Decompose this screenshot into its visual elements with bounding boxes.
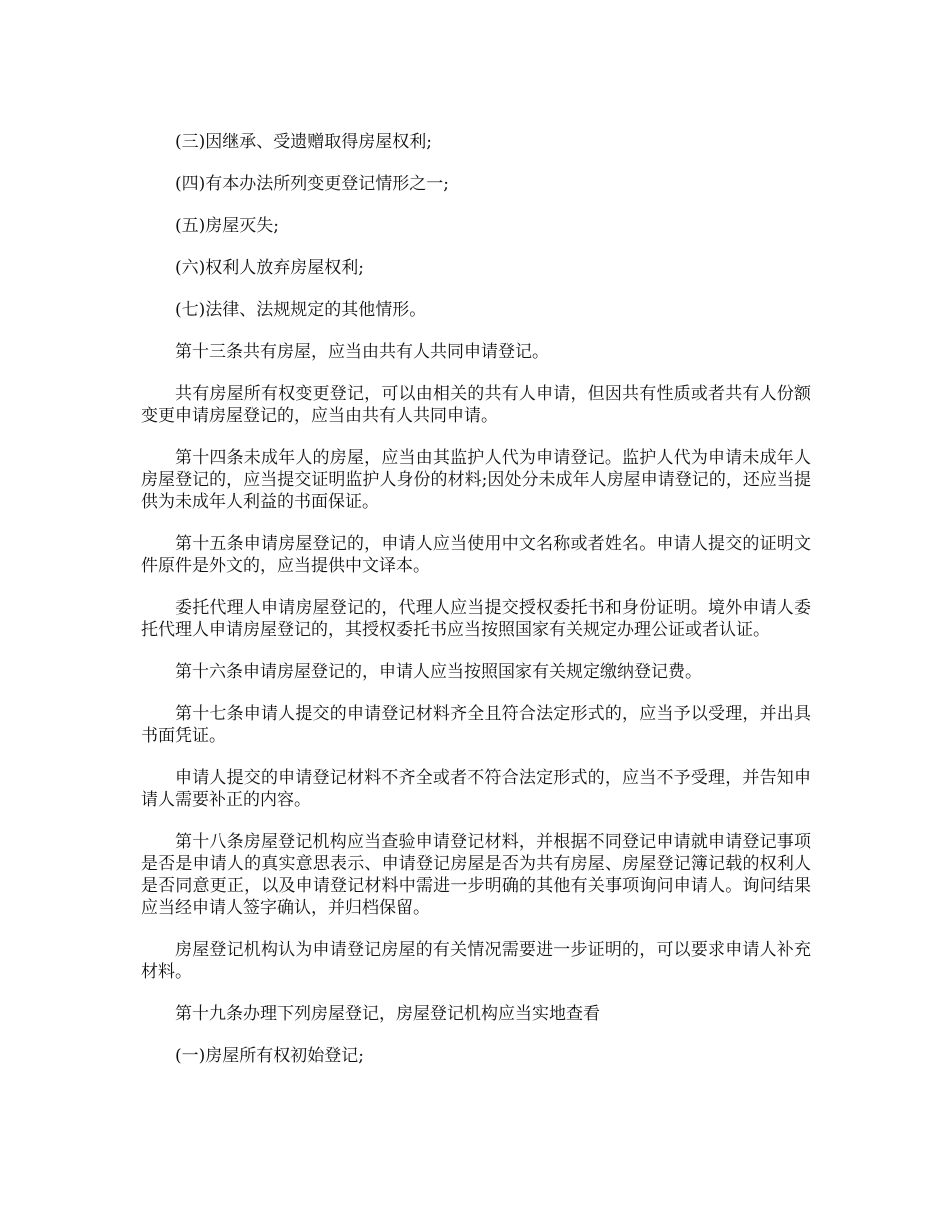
- article-15-paragraph: 第十五条申请房屋登记的，申请人应当使用中文名称或者姓名。申请人提交的证明文件原件是外文的，应当提供中文译本。: [141, 534, 811, 576]
- article-14-paragraph: 第十四条未成年人的房屋，应当由其监护人代为申请登记。监护人代为申请未成年人房屋登记的，应当提交证明监护人身份的材料;因处分未成年人房屋申请登记的，还应当提供为未成年人利益的书面保证。: [141, 448, 811, 512]
- document-body: [141, 131, 811, 1067]
- paragraph-item-6: (六)权利人放弃房屋权利;: [175, 258, 364, 278]
- article-17-paragraph: 第十七条申请人提交的申请登记材料齐全且符合法定形式的，应当予以受理，并出具书面凭证。: [141, 704, 811, 746]
- article-17-detail-paragraph: 申请人提交的申请登记材料不齐全或者不符合法定形式的，应当不予受理，并告知申请人需要补正的内容。: [141, 768, 811, 810]
- article-13-paragraph: 第十三条共有房屋，应当由共有人共同申请登记。: [175, 342, 549, 362]
- article-13-detail-paragraph: 共有房屋所有权变更登记，可以由相关的共有人申请，但因共有性质或者共有人份额变更申请房屋登记的，应当由共有人共同申请。: [141, 384, 811, 426]
- article-16-paragraph: 第十六条申请房屋登记的，申请人应当按照国家有关规定缴纳登记费。: [175, 662, 702, 682]
- paragraph-item-4: (四)有本办法所列变更登记情形之一;: [175, 174, 449, 194]
- article-18-paragraph: 第十八条房屋登记机构应当查验申请登记材料，并根据不同登记申请就申请登记事项是否是申请人的真实意思表示、申请登记房屋是否为共有房屋、房屋登记簿记载的权利人是否同意更正，以及申请登记材料中需进一步明确的其他有关事项询问申请人。询问结果应当经申请人签字确认，并归档保留。: [141, 832, 811, 918]
- article-15-agent-paragraph: 委托代理人申请房屋登记的，代理人应当提交授权委托书和身份证明。境外申请人委托代理人申请房屋登记的，其授权委托书应当按照国家有关规定办理公证或者认证。: [141, 598, 811, 640]
- paragraph-item-3: (三)因继承、受遗赠取得房屋权利;: [175, 132, 432, 152]
- paragraph-item-5: (五)房屋灭失;: [175, 216, 279, 236]
- paragraph-item-7: (七)法律、法规规定的其他情形。: [175, 300, 427, 320]
- article-19-paragraph: 第十九条办理下列房屋登记，房屋登记机构应当实地查看: [175, 1004, 600, 1024]
- article-18-detail-paragraph: 房屋登记机构认为申请登记房屋的有关情况需要进一步证明的，可以要求申请人补充材料。: [141, 940, 811, 982]
- article-19-item-1: (一)房屋所有权初始登记;: [175, 1046, 364, 1066]
